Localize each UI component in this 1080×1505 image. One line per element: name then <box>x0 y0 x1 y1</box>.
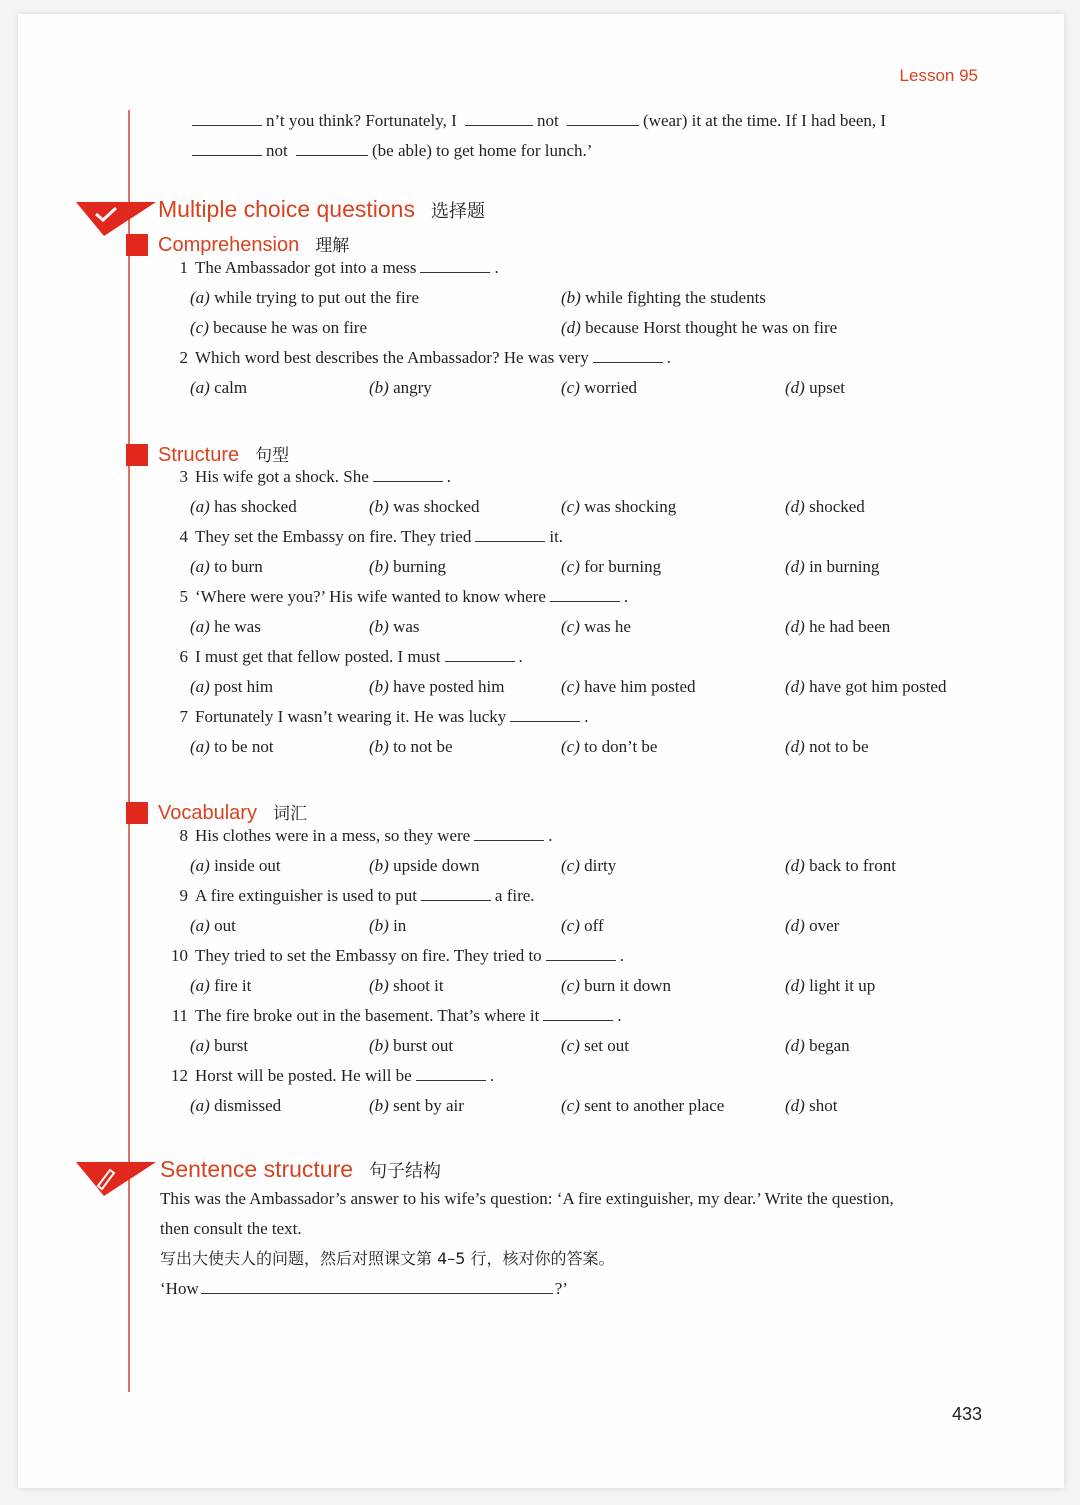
option-text: to burn <box>209 557 263 576</box>
option-text: shot <box>804 1096 838 1115</box>
option-text: have posted him <box>388 677 505 696</box>
sentence-structure-heading: Sentence structure 句子结构 <box>160 1156 442 1182</box>
option-letter: (c) <box>561 976 580 995</box>
answer-blank[interactable] <box>416 1067 486 1081</box>
intro-line-1: n’t you think? Fortunately, I not (wear) it at the time. If I had been, I <box>188 106 886 136</box>
question-stem: Which word best describes the Ambassador? He was very <box>195 348 589 367</box>
option-letter: (c) <box>561 378 580 397</box>
option-text: while fighting the students <box>580 288 766 307</box>
question-number: 4 <box>179 527 188 546</box>
option-12-b[interactable] <box>369 1096 464 1116</box>
option-3-d[interactable] <box>785 497 865 517</box>
option-9-c[interactable] <box>561 916 604 936</box>
question-8 <box>158 826 552 846</box>
option-text: while trying to put out the fire <box>209 288 419 307</box>
option-text: not to be <box>804 737 869 756</box>
option-text: shocked <box>804 497 865 516</box>
option-letter: (d) <box>785 856 805 875</box>
intro-line-2: not (be able) to get home for lunch.’ <box>188 136 886 166</box>
option-8-b[interactable] <box>369 856 480 876</box>
option-letter: (a) <box>190 916 210 935</box>
question-2 <box>158 348 671 368</box>
question-stem: The Ambassador got into a mess <box>195 258 417 277</box>
option-letter: (b) <box>369 916 389 935</box>
intro-fragment <box>188 106 886 166</box>
question-11 <box>158 1006 622 1026</box>
question-number: 3 <box>179 467 188 486</box>
option-2-c[interactable] <box>561 378 637 398</box>
option-text: post him <box>209 677 274 696</box>
option-letter: (c) <box>190 318 209 337</box>
option-letter: (c) <box>561 856 580 875</box>
question-12 <box>158 1066 494 1086</box>
margin-rule <box>128 110 130 1392</box>
question-stem: His clothes were in a mess, so they were <box>195 826 471 845</box>
question-end: . <box>518 647 523 666</box>
question-number: 6 <box>179 647 188 666</box>
option-7-a[interactable] <box>190 737 274 757</box>
question-10 <box>158 946 624 966</box>
option-text: dirty <box>579 856 617 875</box>
option-3-c[interactable] <box>561 497 676 517</box>
option-text: in burning <box>804 557 880 576</box>
option-4-c[interactable] <box>561 557 661 577</box>
option-12-d[interactable] <box>785 1096 837 1116</box>
option-letter: (c) <box>561 497 580 516</box>
option-text: have got him posted <box>804 677 947 696</box>
option-text: burn it down <box>579 976 672 995</box>
question-end: . <box>619 946 624 965</box>
answer-blank[interactable] <box>465 112 533 126</box>
option-6-c[interactable] <box>561 677 696 697</box>
option-text: was <box>388 617 420 636</box>
option-text: inside out <box>209 856 281 875</box>
question-stem: They set the Embassy on fire. They tried <box>195 527 472 546</box>
option-letter: (d) <box>785 1036 805 1055</box>
option-text: because Horst thought he was on fire <box>580 318 838 337</box>
option-letter: (a) <box>190 378 210 397</box>
option-text: sent to another place <box>579 1096 725 1115</box>
option-1-b[interactable] <box>561 288 766 308</box>
option-text: burst <box>209 1036 249 1055</box>
option-1-a[interactable] <box>190 288 419 308</box>
option-text: upset <box>804 378 845 397</box>
answer-blank[interactable] <box>373 468 443 482</box>
question-stem: His wife got a shock. She <box>195 467 369 486</box>
option-letter: (a) <box>190 1036 210 1055</box>
question-number: 11 <box>171 1006 188 1025</box>
option-2-a[interactable] <box>190 378 247 398</box>
question-end: . <box>617 1006 622 1025</box>
option-letter: (a) <box>190 737 210 756</box>
check-flag-icon <box>76 200 156 238</box>
answer-blank[interactable] <box>296 142 368 156</box>
option-9-a[interactable] <box>190 916 236 936</box>
question-stem: I must get that fellow posted. I must <box>195 647 441 666</box>
question-end: a fire. <box>494 886 535 905</box>
option-letter: (a) <box>190 288 210 307</box>
question-6 <box>158 647 523 667</box>
option-3-b[interactable] <box>369 497 479 517</box>
option-2-d[interactable] <box>785 378 845 398</box>
option-text: back to front <box>804 856 896 875</box>
option-text: he was <box>209 617 261 636</box>
option-11-b[interactable] <box>369 1036 453 1056</box>
question-number: 9 <box>179 886 188 905</box>
option-9-d[interactable] <box>785 916 839 936</box>
option-text: was shocking <box>579 497 677 516</box>
answer-blank[interactable] <box>474 827 544 841</box>
question-stem: They tried to set the Embassy on fire. They tried to <box>195 946 542 965</box>
answer-blank[interactable] <box>445 648 515 662</box>
question-9 <box>158 886 535 906</box>
question-end: . <box>489 1066 494 1085</box>
comprehension-heading: Comprehension 理解 <box>158 234 350 256</box>
option-5-c[interactable] <box>561 617 631 637</box>
answer-blank[interactable] <box>593 349 663 363</box>
question-number: 1 <box>179 258 188 277</box>
option-letter: (b) <box>369 856 389 875</box>
option-letter: (c) <box>561 677 580 696</box>
option-letter: (b) <box>369 1096 389 1115</box>
option-letter: (a) <box>190 1096 210 1115</box>
option-text: dismissed <box>209 1096 282 1115</box>
answer-blank[interactable] <box>192 142 262 156</box>
option-letter: (d) <box>785 976 805 995</box>
option-7-b[interactable] <box>369 737 453 757</box>
question-number: 8 <box>179 826 188 845</box>
answer-line: ‘How ?’ <box>160 1279 568 1298</box>
option-letter: (d) <box>785 378 805 397</box>
question-stem: Horst will be posted. He will be <box>195 1066 412 1085</box>
option-1-d[interactable] <box>561 318 837 338</box>
option-letter: (b) <box>369 677 389 696</box>
answer-blank[interactable] <box>546 947 616 961</box>
question-7 <box>158 707 589 727</box>
option-letter: (d) <box>785 617 805 636</box>
option-letter: (a) <box>190 677 210 696</box>
option-8-d[interactable] <box>785 856 896 876</box>
option-letter: (b) <box>369 1036 389 1055</box>
option-text: because he was on fire <box>208 318 367 337</box>
option-text: off <box>579 916 604 935</box>
answer-blank[interactable] <box>475 528 545 542</box>
option-text: over <box>804 916 840 935</box>
option-1-c[interactable] <box>190 318 367 338</box>
option-text: was he <box>579 617 631 636</box>
option-10-a[interactable] <box>190 976 251 996</box>
option-letter: (d) <box>785 677 805 696</box>
option-letter: (d) <box>785 1096 805 1115</box>
option-letter: (a) <box>190 856 210 875</box>
answer-blank[interactable] <box>192 112 262 126</box>
option-text: to don’t be <box>579 737 658 756</box>
option-10-c[interactable] <box>561 976 671 996</box>
option-3-a[interactable] <box>190 497 297 517</box>
answer-blank[interactable] <box>420 259 490 273</box>
option-12-c[interactable] <box>561 1096 724 1116</box>
question-1 <box>158 258 499 278</box>
option-letter: (c) <box>561 557 580 576</box>
option-6-d[interactable] <box>785 677 946 697</box>
option-text: set out <box>579 1036 629 1055</box>
option-letter: (d) <box>785 497 805 516</box>
question-number: 7 <box>179 707 188 726</box>
option-11-d[interactable] <box>785 1036 850 1056</box>
question-number: 5 <box>179 587 188 606</box>
section-marker <box>126 444 148 466</box>
question-end: . <box>666 348 671 367</box>
structure-heading: Structure 句型 <box>158 444 290 466</box>
question-4 <box>158 527 563 547</box>
option-10-b[interactable] <box>369 976 444 996</box>
section-marker <box>126 802 148 824</box>
option-text: burst out <box>388 1036 454 1055</box>
question-end: it. <box>549 527 564 546</box>
option-text: began <box>804 1036 850 1055</box>
option-text: light it up <box>804 976 876 995</box>
option-8-c[interactable] <box>561 856 616 876</box>
option-letter: (d) <box>785 557 805 576</box>
option-text: to not be <box>388 737 453 756</box>
option-text: to be not <box>209 737 274 756</box>
option-4-d[interactable] <box>785 557 879 577</box>
option-text: he had been <box>804 617 891 636</box>
option-letter: (c) <box>561 617 580 636</box>
option-letter: (d) <box>785 737 805 756</box>
option-text: burning <box>388 557 446 576</box>
option-11-c[interactable] <box>561 1036 629 1056</box>
option-text: for burning <box>579 557 662 576</box>
option-letter: (b) <box>369 976 389 995</box>
option-4-b[interactable] <box>369 557 446 577</box>
option-5-d[interactable] <box>785 617 890 637</box>
option-7-d[interactable] <box>785 737 869 757</box>
option-4-a[interactable] <box>190 557 263 577</box>
option-text: upside down <box>388 856 480 875</box>
option-letter: (d) <box>785 916 805 935</box>
question-stem: A fire extinguisher is used to put <box>195 886 417 905</box>
section-marker <box>126 234 148 256</box>
option-text: out <box>209 916 236 935</box>
option-letter: (a) <box>190 976 210 995</box>
option-letter: (a) <box>190 617 210 636</box>
question-end: . <box>584 707 589 726</box>
option-letter: (c) <box>561 916 580 935</box>
option-9-b[interactable] <box>369 916 406 936</box>
option-letter: (b) <box>561 288 581 307</box>
question-end: . <box>548 826 553 845</box>
option-2-b[interactable] <box>369 378 432 398</box>
mcq-heading: Multiple choice questions 选择题 <box>158 196 485 222</box>
question-end: . <box>494 258 499 277</box>
option-letter: (a) <box>190 497 210 516</box>
option-letter: (d) <box>561 318 581 337</box>
option-text: fire it <box>209 976 252 995</box>
question-stem: The fire broke out in the basement. That’s where it <box>195 1006 540 1025</box>
option-text: angry <box>388 378 432 397</box>
option-letter: (b) <box>369 557 389 576</box>
option-text: was shocked <box>388 497 480 516</box>
answer-blank[interactable] <box>201 1280 553 1294</box>
pen-flag-icon <box>76 1160 156 1198</box>
option-text: sent by air <box>388 1096 464 1115</box>
question-number: 12 <box>171 1066 188 1085</box>
answer-blank[interactable] <box>543 1007 613 1021</box>
textbook-page <box>18 14 1064 1488</box>
answer-blank[interactable] <box>550 588 620 602</box>
option-text: calm <box>209 378 248 397</box>
option-letter: (a) <box>190 557 210 576</box>
option-letter: (c) <box>561 1096 580 1115</box>
question-stem: ‘Where were you?’ His wife wanted to know where <box>195 587 546 606</box>
question-number: 2 <box>179 348 188 367</box>
page-number: 433 <box>951 1404 982 1424</box>
question-end: . <box>446 467 452 486</box>
answer-blank[interactable] <box>421 887 491 901</box>
question-stem: Fortunately I wasn’t wearing it. He was lucky <box>195 707 507 726</box>
answer-blank[interactable] <box>510 708 580 722</box>
question-end: . <box>623 587 629 606</box>
question-3 <box>158 467 451 487</box>
question-5 <box>158 587 628 607</box>
option-5-a[interactable] <box>190 617 261 637</box>
option-text: have him posted <box>579 677 696 696</box>
option-text: in <box>388 916 407 935</box>
option-11-a[interactable] <box>190 1036 248 1056</box>
option-letter: (c) <box>561 737 580 756</box>
lesson-label: Lesson 95 <box>899 66 978 85</box>
option-7-c[interactable] <box>561 737 657 757</box>
vocabulary-heading: Vocabulary 词汇 <box>158 802 307 824</box>
option-6-a[interactable] <box>190 677 273 697</box>
answer-blank[interactable] <box>567 112 639 126</box>
option-text: has shocked <box>209 497 297 516</box>
option-6-b[interactable] <box>369 677 505 697</box>
option-text: worried <box>579 378 637 397</box>
option-letter: (b) <box>369 617 389 636</box>
option-5-b[interactable] <box>369 617 420 637</box>
sentence-structure-body: This was the Ambassador’s answer to his wife’s question: ‘A fire extinguisher, my dear.’ Write the question, then consult the text. 写出大使夫人的问题，然后对照课文第 4–5 行，核对你的答案。 ‘How ?’ <box>160 1184 894 1304</box>
option-12-a[interactable] <box>190 1096 281 1116</box>
option-10-d[interactable] <box>785 976 875 996</box>
option-text: shoot it <box>388 976 444 995</box>
option-letter: (b) <box>369 378 389 397</box>
option-letter: (c) <box>561 1036 580 1055</box>
option-letter: (b) <box>369 737 389 756</box>
question-number: 10 <box>171 946 188 965</box>
option-8-a[interactable] <box>190 856 281 876</box>
option-letter: (b) <box>369 497 389 516</box>
